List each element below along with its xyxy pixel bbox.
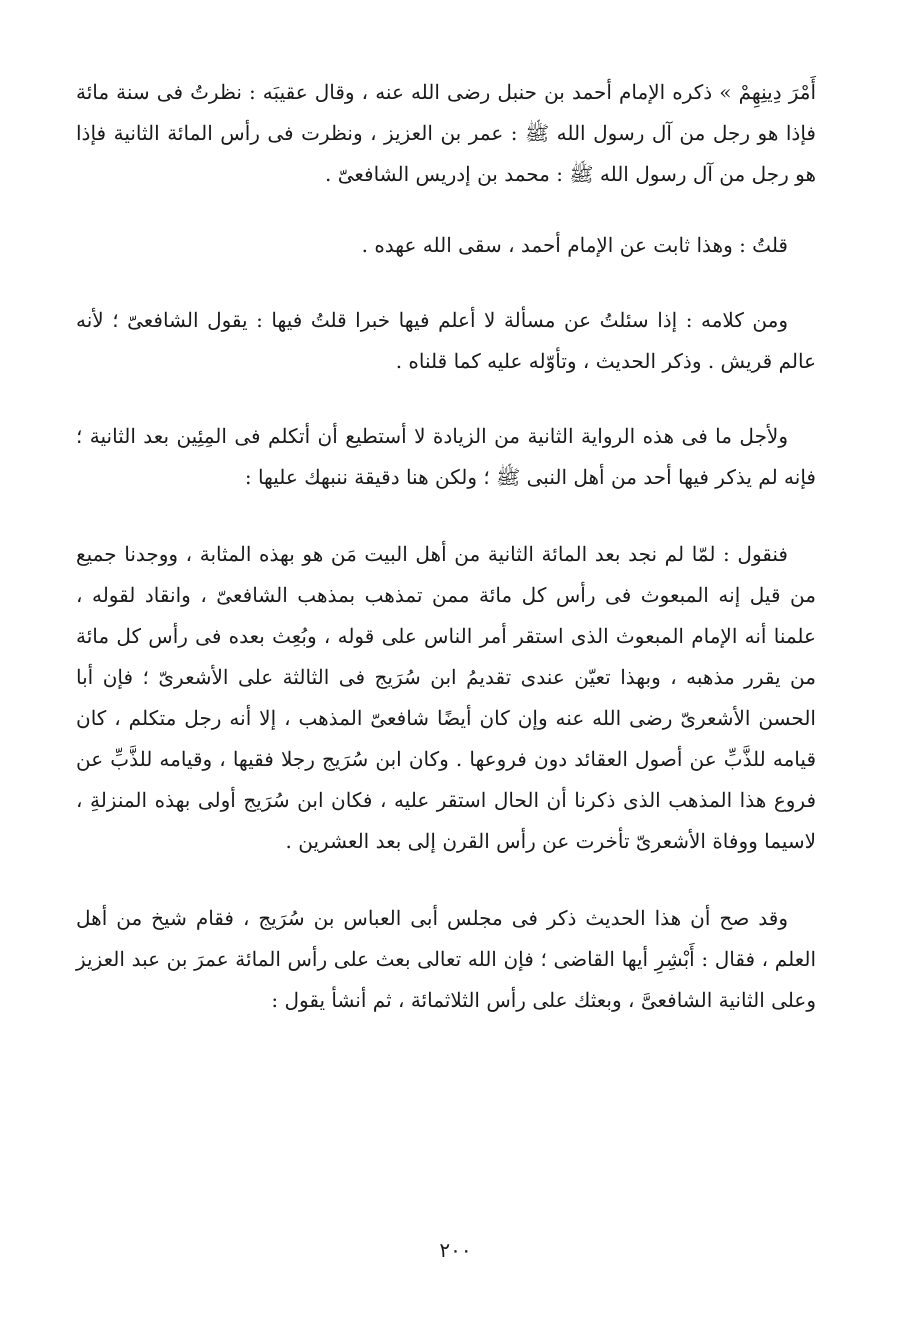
page-body xyxy=(76,72,816,1021)
paragraph-4: ولأجل ما فى هذه الرواية الثانية من الزيادة لا أستطيع أن أتكلم فى المِئِين بعد الثانية ؛ فإنه لم يذكر فيها أحد من أهل النبى ﷺ ؛ ولكن هنا دقيقة ننبهك عليها : xyxy=(76,424,816,489)
paragraph-1: أَمْرَ دِينِهِمْ » ذكره الإمام أحمد بن حنبل رضى الله عنه ، وقال عقيبَه : نظرتُ فى سنة مائة فإذا هو رجل من آل رسول الله ﷺ : عمر بن العزيز ، ونظرت فى رأس المائة الثانية فإذا هو رجل من آل رسول الله ﷺ : محمد بن إدريس الشافعىّ . xyxy=(76,80,816,186)
paragraph-6: وقد صح أن هذا الحديث ذكر فى مجلس أبى العباس بن سُرَيج ، فقام شيخ من أهل العلم ، فقال : أَبْشِرِ أيها القاضى ؛ فإن الله تعالى بعث على رأس المائة عمرَ بن عبد العزيز وعلى الثانية الشافعىَّ ، وبعثك على رأس الثلاثمائة ، ثم أنشأ يقول : xyxy=(76,906,816,1012)
page-number: ٢٠٠ xyxy=(439,1238,472,1262)
paragraph-2: قلتُ : وهذا ثابت عن الإمام أحمد ، سقى الله عهده . xyxy=(361,233,788,257)
paragraph-3: ومن كلامه : إذا سئلتُ عن مسألة لا أعلم فيها خبرا قلتُ فيها : يقول الشافعىّ ؛ لأنه عالم قريش . وذكر الحديث ، وتأوّله عليه كما قلناه . xyxy=(76,308,816,373)
paragraph-5: فنقول : لمّا لم نجد بعد المائة الثانية من أهل البيت مَن هو بهذه المثابة ، ووجدنا جميع من قيل إنه المبعوث فى رأس كل مائة ممن تمذهب بمذهب الشافعىّ ، وانقاد لقوله ، علمنا أنه الإمام المبعوث الذى استقر أمر الناس على قوله ، وبُعِث بعده فى رأس كل مائة من يقرر مذهبه ، وبهذا تعيّن عندى تقديمُ ابن سُرَيج فى الثالثة على الأشعرىّ ؛ فإن أبا الحسن الأشعرىّ رضى الله عنه وإن كان أيضًا شافعىّ المذهب ، إلا أنه رجل متكلم ، كان قيامه للذَّبِّ عن أصول العقائد دون فروعها . وكان ابن سُرَيج رجلا فقيها ، وقيامه للذَّبِّ عن فروع هذا المذهب الذى ذكرنا أن الحال استقر عليه ، فكان ابن سُرَيج أولى بهذه المنزلةِ ، لاسيما ووفاة الأشعرىّ تأخرت عن رأس القرن إلى بعد العشرين . xyxy=(76,542,816,853)
